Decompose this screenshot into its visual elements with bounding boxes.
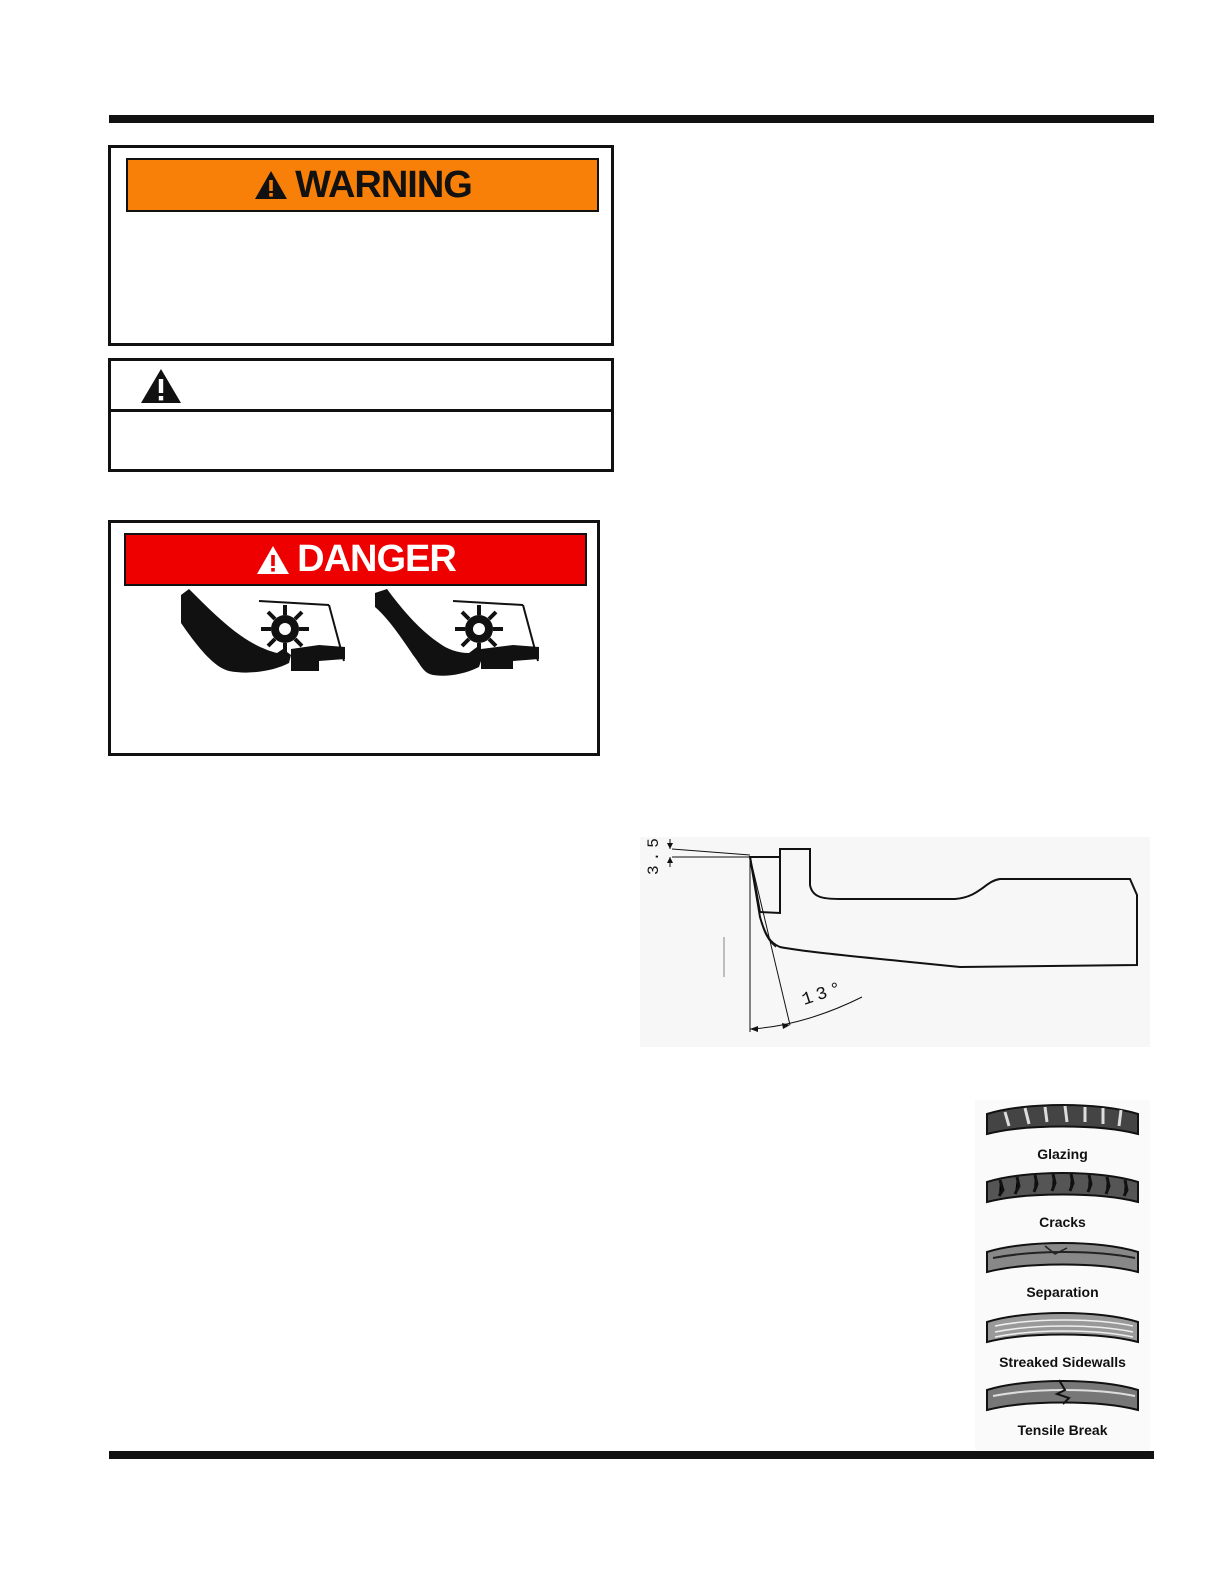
warning-triangle-icon xyxy=(139,367,183,405)
footer-rule xyxy=(109,1451,1154,1459)
wear-label-cracks: Cracks xyxy=(1039,1214,1086,1230)
warning-triangle-icon xyxy=(255,544,291,576)
wear-example-tensile-break xyxy=(975,1376,1150,1444)
belt-section-cracks-icon xyxy=(985,1168,1140,1214)
wear-label-streaked-sidewalls: Streaked Sidewalls xyxy=(999,1354,1126,1370)
belt-section-streaked-sidewalls-icon xyxy=(985,1308,1140,1354)
belt-section-tensile-break-icon xyxy=(985,1376,1140,1422)
danger-signal-word: DANGER xyxy=(297,538,456,580)
wear-example-cracks xyxy=(975,1168,1150,1236)
foot-in-blade-pictogram xyxy=(373,589,553,684)
warning-signal-bar xyxy=(126,158,599,212)
belt-wear-examples xyxy=(975,1100,1150,1450)
warning-triangle-icon xyxy=(253,169,289,201)
danger-signal-bar xyxy=(124,533,587,586)
belt-section-separation-icon xyxy=(985,1238,1140,1284)
header-rule xyxy=(109,115,1154,123)
blade-profile-drawing xyxy=(640,837,1150,1047)
blade-angle-diagram xyxy=(640,837,1150,1047)
top-angle-label: 3.5° xyxy=(645,837,663,875)
wear-label-tensile-break: Tensile Break xyxy=(1017,1422,1108,1438)
danger-panel xyxy=(108,520,600,756)
wear-label-separation: Separation xyxy=(1026,1284,1099,1300)
belt-section-glazing-icon xyxy=(985,1100,1140,1146)
wear-example-streaked-sidewalls xyxy=(975,1308,1150,1376)
wear-label-glazing: Glazing xyxy=(1037,1146,1088,1162)
wear-example-separation xyxy=(975,1238,1150,1306)
warning-panel xyxy=(108,145,614,346)
warning-signal-word: WARNING xyxy=(295,163,472,206)
bottom-angle-label: 13° xyxy=(799,977,849,1011)
wear-example-glazing xyxy=(975,1100,1150,1168)
hand-in-blade-pictogram xyxy=(179,589,359,684)
caution-header xyxy=(111,361,611,412)
caution-panel xyxy=(108,358,614,472)
